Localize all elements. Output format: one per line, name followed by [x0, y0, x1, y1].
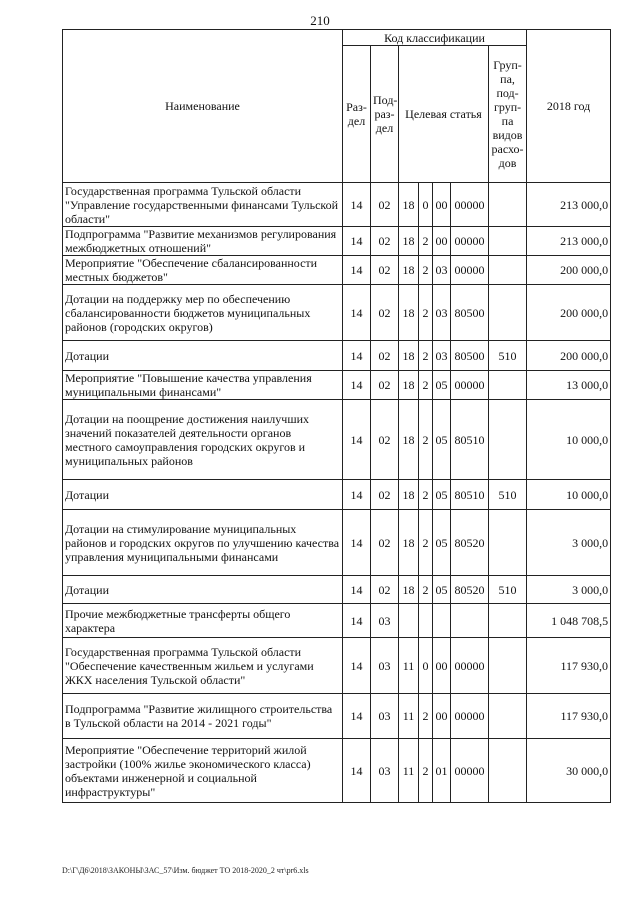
- row-name: Дотации: [63, 576, 343, 604]
- row-subprogram-code: [419, 604, 433, 638]
- row-subsection: 02: [371, 256, 399, 285]
- row-subprogram-code: 2: [419, 739, 433, 803]
- row-name: Государственная программа Тульской области "Обеспечение качественным жильем и услугами ЖКХ населения Тульской области": [63, 638, 343, 694]
- header-subsection: Под- раз- дел: [371, 46, 399, 183]
- row-subsection: 02: [371, 510, 399, 576]
- row-program-code: 18: [399, 256, 419, 285]
- row-amount: 117 930,0: [527, 694, 611, 739]
- table-row: [63, 638, 611, 694]
- row-program-code: 18: [399, 576, 419, 604]
- header-code: Код классификации: [343, 30, 527, 46]
- row-direction-code: 80510: [451, 480, 489, 510]
- row-name: Дотации на поощрение достижения наилучших значений показателей деятельности органов местного самоуправления городских округов и муниципальных районов: [63, 400, 343, 480]
- row-subprogram-code: 2: [419, 371, 433, 400]
- row-subprogram-code: 0: [419, 183, 433, 227]
- table-row: [63, 371, 611, 400]
- row-name: Дотации на поддержку мер по обеспечению сбалансированности бюджетов муниципальных районов (городских округов): [63, 285, 343, 341]
- row-amount: 200 000,0: [527, 285, 611, 341]
- row-direction-code: 80500: [451, 341, 489, 371]
- row-direction-code: 00000: [451, 227, 489, 256]
- row-section: 14: [343, 285, 371, 341]
- row-section: 14: [343, 576, 371, 604]
- row-expense-group: [489, 604, 527, 638]
- row-program-code: 11: [399, 638, 419, 694]
- row-section: 14: [343, 227, 371, 256]
- page-number: 210: [310, 13, 330, 28]
- row-program-code: 18: [399, 400, 419, 480]
- row-subsection: 02: [371, 371, 399, 400]
- table-row: [63, 694, 611, 739]
- row-direction-code: 00000: [451, 256, 489, 285]
- row-event-code: 05: [433, 480, 451, 510]
- row-direction-code: 00000: [451, 739, 489, 803]
- row-name: Дотации: [63, 480, 343, 510]
- row-event-code: 05: [433, 371, 451, 400]
- row-direction-code: 00000: [451, 371, 489, 400]
- row-amount: 213 000,0: [527, 227, 611, 256]
- row-program-code: 18: [399, 371, 419, 400]
- row-event-code: 00: [433, 183, 451, 227]
- row-section: 14: [343, 400, 371, 480]
- row-expense-group: [489, 510, 527, 576]
- row-section: 14: [343, 638, 371, 694]
- row-expense-group: [489, 739, 527, 803]
- table-row: [63, 576, 611, 604]
- table-row: [63, 604, 611, 638]
- row-name: Мероприятие "Обеспечение сбалансированности местных бюджетов": [63, 256, 343, 285]
- row-program-code: 18: [399, 510, 419, 576]
- table-row: [63, 510, 611, 576]
- row-amount: 213 000,0: [527, 183, 611, 227]
- row-subprogram-code: 2: [419, 480, 433, 510]
- file-path-footer: D:\Г\Д6\2018\ЗАКОНЫ\ЗАС_57\Изм. бюджет ТО 2018-2020_2 чт\pr6.xls: [62, 866, 309, 875]
- row-event-code: 05: [433, 576, 451, 604]
- table-row: [63, 227, 611, 256]
- row-subsection: 02: [371, 400, 399, 480]
- row-program-code: 11: [399, 739, 419, 803]
- row-subprogram-code: 2: [419, 285, 433, 341]
- row-program-code: 18: [399, 285, 419, 341]
- table-row: [63, 480, 611, 510]
- row-amount: 3 000,0: [527, 576, 611, 604]
- table-row: [63, 285, 611, 341]
- row-subprogram-code: 2: [419, 576, 433, 604]
- row-amount: 10 000,0: [527, 480, 611, 510]
- row-direction-code: 80500: [451, 285, 489, 341]
- row-name: Мероприятие "Обеспечение территорий жилой застройки (100% жилье экономического класса) объектами инженерной и социальной инфраструктуры": [63, 739, 343, 803]
- row-subprogram-code: 2: [419, 510, 433, 576]
- row-name: Дотации: [63, 341, 343, 371]
- row-expense-group: [489, 400, 527, 480]
- row-event-code: 05: [433, 400, 451, 480]
- row-amount: 1 048 708,5: [527, 604, 611, 638]
- row-subprogram-code: 2: [419, 256, 433, 285]
- row-event-code: 01: [433, 739, 451, 803]
- row-section: 14: [343, 604, 371, 638]
- row-amount: 13 000,0: [527, 371, 611, 400]
- table-row: [63, 400, 611, 480]
- row-direction-code: 80520: [451, 510, 489, 576]
- row-subprogram-code: 0: [419, 638, 433, 694]
- row-section: 14: [343, 739, 371, 803]
- row-section: 14: [343, 510, 371, 576]
- row-section: 14: [343, 480, 371, 510]
- row-subsection: 02: [371, 341, 399, 371]
- header-group: Груп- па, под- груп- па видов расхо- дов: [489, 46, 527, 183]
- row-subsection: 03: [371, 638, 399, 694]
- row-subprogram-code: 2: [419, 227, 433, 256]
- table-row: [63, 256, 611, 285]
- row-expense-group: [489, 256, 527, 285]
- row-direction-code: 00000: [451, 694, 489, 739]
- row-amount: 10 000,0: [527, 400, 611, 480]
- row-section: 14: [343, 371, 371, 400]
- row-amount: 117 930,0: [527, 638, 611, 694]
- row-name: Прочие межбюджетные трансферты общего характера: [63, 604, 343, 638]
- row-direction-code: 00000: [451, 183, 489, 227]
- row-program-code: 18: [399, 341, 419, 371]
- row-direction-code: [451, 604, 489, 638]
- row-subsection: 02: [371, 183, 399, 227]
- row-subsection: 02: [371, 576, 399, 604]
- header-section: Раз- дел: [343, 46, 371, 183]
- row-program-code: 18: [399, 227, 419, 256]
- row-event-code: 00: [433, 638, 451, 694]
- row-program-code: 11: [399, 694, 419, 739]
- row-name: Подпрограмма "Развитие механизмов регулирования межбюджетных отношений": [63, 227, 343, 256]
- row-name: Государственная программа Тульской области "Управление государственными финансами Тульской области": [63, 183, 343, 227]
- header-year: 2018 год: [527, 30, 611, 183]
- row-expense-group: 510: [489, 576, 527, 604]
- row-subsection: 03: [371, 739, 399, 803]
- row-event-code: 03: [433, 256, 451, 285]
- row-section: 14: [343, 256, 371, 285]
- row-amount: 200 000,0: [527, 341, 611, 371]
- header-target: Целевая статья: [399, 46, 489, 183]
- row-subsection: 02: [371, 227, 399, 256]
- row-amount: 30 000,0: [527, 739, 611, 803]
- table-row: [63, 739, 611, 803]
- row-subsection: 03: [371, 694, 399, 739]
- row-direction-code: 80520: [451, 576, 489, 604]
- row-subprogram-code: 2: [419, 694, 433, 739]
- row-event-code: 00: [433, 227, 451, 256]
- header-name: Наименование: [63, 30, 343, 183]
- row-program-code: 18: [399, 183, 419, 227]
- row-expense-group: 510: [489, 480, 527, 510]
- row-event-code: 00: [433, 694, 451, 739]
- row-amount: 3 000,0: [527, 510, 611, 576]
- row-program-code: [399, 604, 419, 638]
- row-direction-code: 00000: [451, 638, 489, 694]
- row-name: Подпрограмма "Развитие жилищного строительства в Тульской области на 2014 - 2021 годы": [63, 694, 343, 739]
- table-row: [63, 341, 611, 371]
- row-subsection: 02: [371, 480, 399, 510]
- table-row: [63, 183, 611, 227]
- row-expense-group: [489, 694, 527, 739]
- row-expense-group: [489, 227, 527, 256]
- row-subprogram-code: 2: [419, 400, 433, 480]
- row-event-code: 05: [433, 510, 451, 576]
- row-section: 14: [343, 341, 371, 371]
- row-expense-group: [489, 285, 527, 341]
- row-expense-group: [489, 183, 527, 227]
- row-section: 14: [343, 694, 371, 739]
- row-direction-code: 80510: [451, 400, 489, 480]
- row-subsection: 03: [371, 604, 399, 638]
- row-expense-group: [489, 638, 527, 694]
- header-row-top: [63, 30, 611, 46]
- row-event-code: 03: [433, 285, 451, 341]
- row-expense-group: [489, 371, 527, 400]
- row-expense-group: 510: [489, 341, 527, 371]
- row-program-code: 18: [399, 480, 419, 510]
- row-section: 14: [343, 183, 371, 227]
- row-name: Дотации на стимулирование муниципальных районов и городских округов по улучшению качества управления муниципальными финансами: [63, 510, 343, 576]
- row-subsection: 02: [371, 285, 399, 341]
- budget-table: [62, 29, 611, 803]
- row-event-code: [433, 604, 451, 638]
- row-name: Мероприятие "Повышение качества управления муниципальными финансами": [63, 371, 343, 400]
- row-event-code: 03: [433, 341, 451, 371]
- row-subprogram-code: 2: [419, 341, 433, 371]
- row-amount: 200 000,0: [527, 256, 611, 285]
